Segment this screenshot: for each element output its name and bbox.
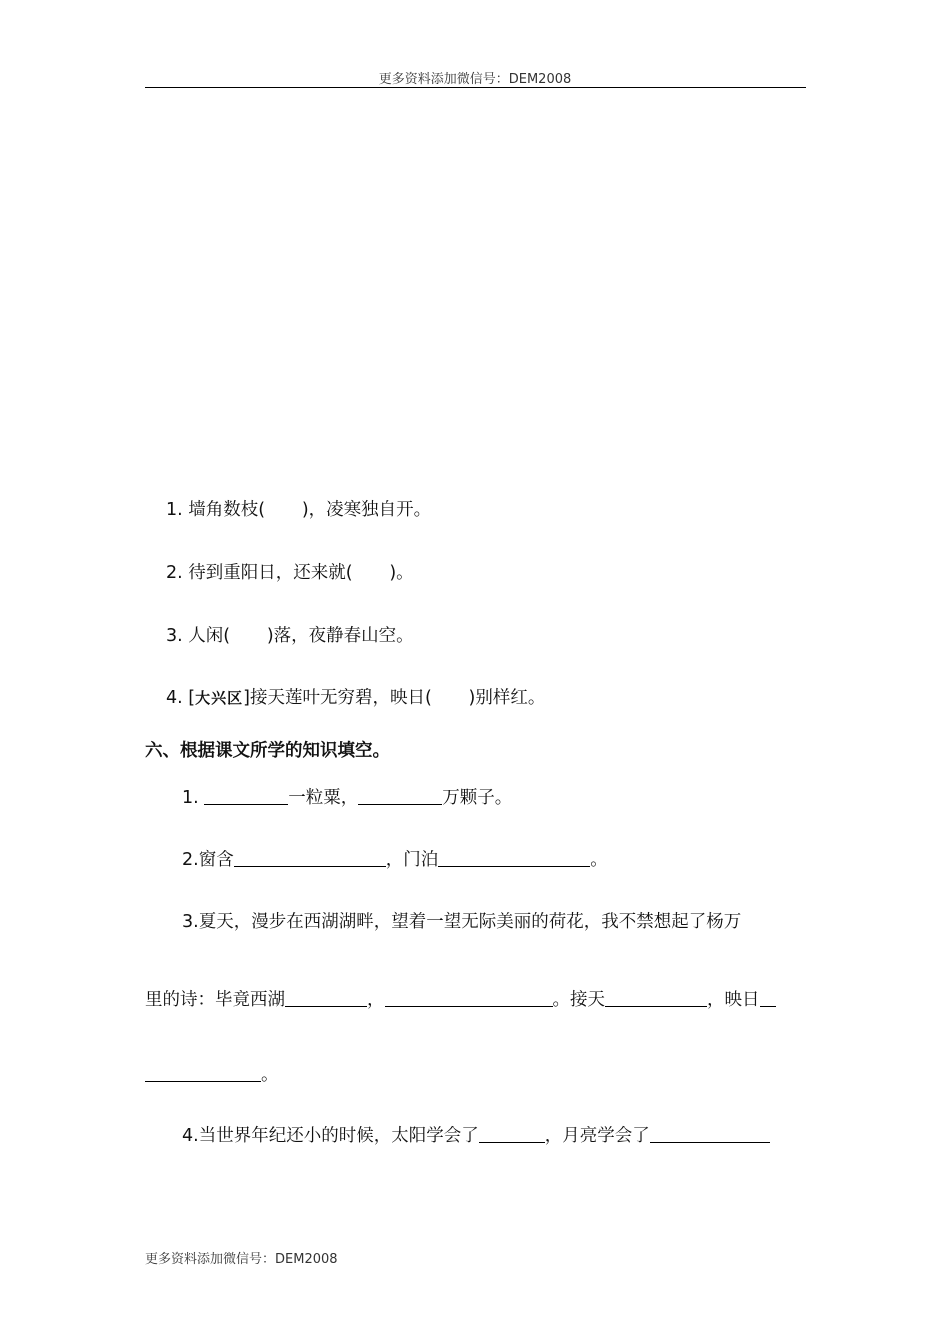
fill-question-2	[182, 846, 608, 871]
item-number: 1.	[182, 788, 199, 808]
answer-blank[interactable]	[285, 989, 367, 1008]
item-text-before: 人闲(	[188, 626, 231, 646]
answer-blank[interactable]	[385, 989, 553, 1008]
item-text-after: )别样红。	[468, 688, 546, 708]
answer-blank[interactable]	[479, 1125, 545, 1144]
region-tag-open: [	[188, 688, 196, 708]
item-text-after: )。	[389, 563, 414, 583]
poem-fill-item-2	[166, 559, 414, 584]
question-text: ，月亮学会了	[544, 1126, 650, 1146]
item-text-after: )落，夜静春山空。	[266, 626, 414, 646]
item-text-after: )，凌寒独自开。	[301, 500, 432, 520]
poem-fill-item-3	[166, 622, 414, 647]
answer-blank[interactable]	[234, 849, 386, 868]
question-text: 里的诗：毕竟西湖	[145, 990, 285, 1010]
answer-blank[interactable]	[204, 787, 288, 806]
answer-blank[interactable]	[438, 849, 590, 868]
question-text: 。	[261, 1065, 279, 1085]
question-text: 万颗子。	[442, 788, 513, 808]
region-tag: 大兴区	[195, 689, 244, 707]
item-number: 2.	[182, 850, 199, 870]
poem-fill-item-1	[166, 496, 431, 521]
question-text: ，	[367, 990, 385, 1010]
answer-blank[interactable]	[358, 787, 442, 806]
item-text-before: 接天莲叶无穷碧，映日(	[249, 688, 432, 708]
header-text: 更多资料添加微信号：DEM2008	[378, 72, 572, 87]
region-tag-close: ]	[243, 688, 250, 708]
item-number: 2.	[166, 563, 183, 583]
question-text: 4.当世界年纪还小的时候，太阳学会了	[182, 1126, 479, 1146]
fill-question-4	[182, 1122, 770, 1147]
answer-blank[interactable]	[650, 1125, 770, 1144]
answer-blank[interactable]	[605, 989, 707, 1008]
item-number: 3.	[166, 626, 183, 646]
item-text-before: 墙角数枝(	[188, 500, 266, 520]
question-text: 。	[590, 850, 608, 870]
header-divider	[145, 87, 806, 88]
question-text: ，门泊	[385, 850, 439, 870]
question-text: ，映日	[707, 990, 760, 1010]
question-text: 一粒粟，	[288, 788, 359, 808]
fill-question-3-line-1: 3.夏天，漫步在西湖湖畔，望着一望无际美丽的荷花，我不禁想起了杨万	[182, 912, 742, 932]
item-number: 4.	[166, 688, 183, 708]
question-text: 。接天	[552, 990, 605, 1010]
fill-question-1	[182, 784, 512, 809]
fill-question-3-line-3	[145, 1061, 279, 1086]
section-title: 六、根据课文所学的知识填空。	[145, 741, 390, 761]
fill-question-3-line-2	[145, 986, 776, 1011]
answer-blank[interactable]	[760, 989, 776, 1008]
item-text-before: 待到重阳日，还来就(	[188, 563, 353, 583]
question-text: 窗含	[198, 850, 234, 870]
page-footer: 更多资料添加微信号：DEM2008	[145, 1252, 338, 1267]
answer-blank[interactable]	[145, 1064, 261, 1083]
poem-fill-item-4	[166, 684, 545, 709]
item-number: 1.	[166, 500, 183, 520]
